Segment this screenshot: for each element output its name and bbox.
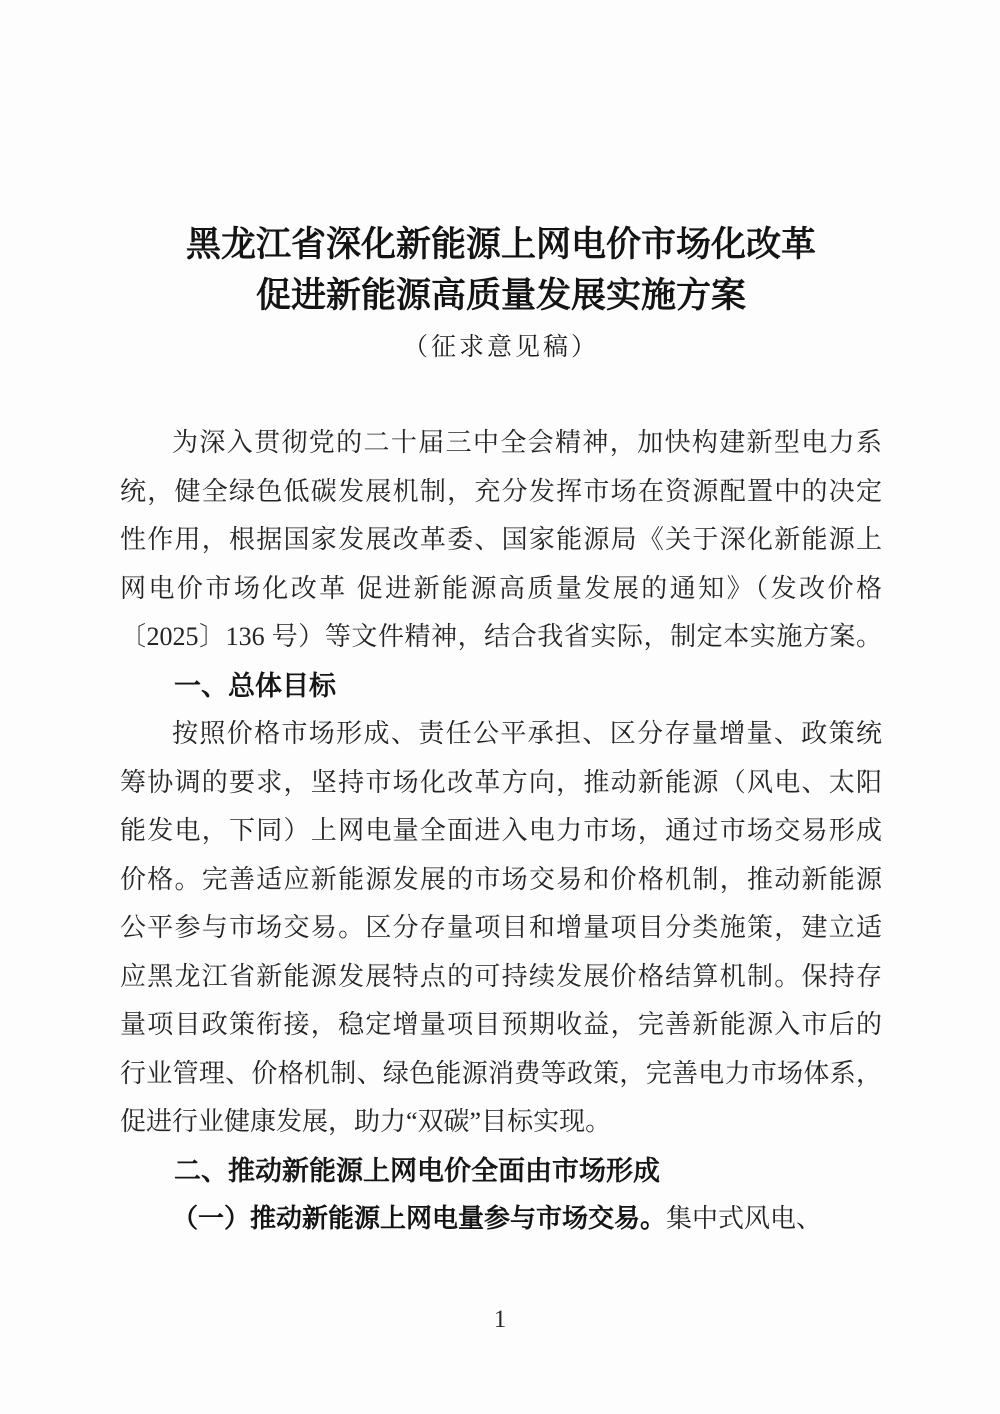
text-line: 筹协调的要求，坚持市场化改革方向，推动新能源（风电、太阳 bbox=[120, 767, 882, 797]
document-body bbox=[120, 419, 882, 1244]
paragraph-3-first-line bbox=[120, 1195, 882, 1244]
paragraph-2 bbox=[120, 710, 882, 1147]
section-heading-1: 一、总体目标 bbox=[174, 670, 336, 701]
paragraph-3-lead-bold: （一）推动新能源上网电量参与市场交易。 bbox=[172, 1204, 667, 1233]
text-line: 网电价市场化改革 促进新能源高质量发展的通知》（发改价格 bbox=[120, 573, 882, 603]
document-subtitle: （征求意见稿） bbox=[402, 334, 599, 361]
page-number: 1 bbox=[493, 1306, 507, 1333]
text-line: 价格。完善适应新能源发展的市场交易和价格机制，推动新能源 bbox=[120, 864, 882, 894]
section-heading-2: 二、推动新能源上网电价全面由市场形成 bbox=[174, 1155, 660, 1186]
text-line: 量项目政策衔接，稳定增量项目预期收益，完善新能源入市后的 bbox=[120, 1010, 882, 1039]
text-line: 统，健全绿色低碳发展机制，充分发挥市场在资源配置中的决定 bbox=[120, 476, 882, 506]
text-line: 公平参与市场交易。区分存量项目和增量项目分类施策，建立适 bbox=[120, 913, 882, 942]
title-line-2: 促进新能源高质量发展实施方案 bbox=[255, 276, 746, 315]
document-title bbox=[120, 0, 882, 321]
paragraph-3-continuation: 集中式风电、 bbox=[666, 1204, 823, 1233]
text-line: 促进行业健康发展，助力“双碳”目标实现。 bbox=[120, 1107, 612, 1136]
text-line: 行业管理、价格机制、绿色能源消费等政策，完善电力市场体系， bbox=[120, 1058, 882, 1088]
text-line: 〔2025〕136 号）等文件精神，结合我省实际，制定本实施方案。 bbox=[120, 622, 882, 651]
text-line: 为深入贯彻党的二十届三中全会精神，加快构建新型电力系 bbox=[172, 428, 882, 457]
text-line: 能发电，下同）上网电量全面进入电力市场，通过市场交易形成 bbox=[120, 816, 882, 845]
text-line: 按照价格市场形成、责任公平承担、区分存量增量、政策统 bbox=[172, 719, 882, 748]
title-line-1: 黑龙江省深化新能源上网电价市场化改革 bbox=[185, 225, 816, 264]
text-line: 性作用，根据国家发展改革委、国家能源局《关于深化新能源上 bbox=[120, 525, 882, 554]
text-line: 应黑龙江省新能源发展特点的可持续发展价格结算机制。保持存 bbox=[120, 961, 882, 991]
paragraph-1 bbox=[120, 419, 882, 662]
document-content bbox=[120, 0, 882, 1244]
